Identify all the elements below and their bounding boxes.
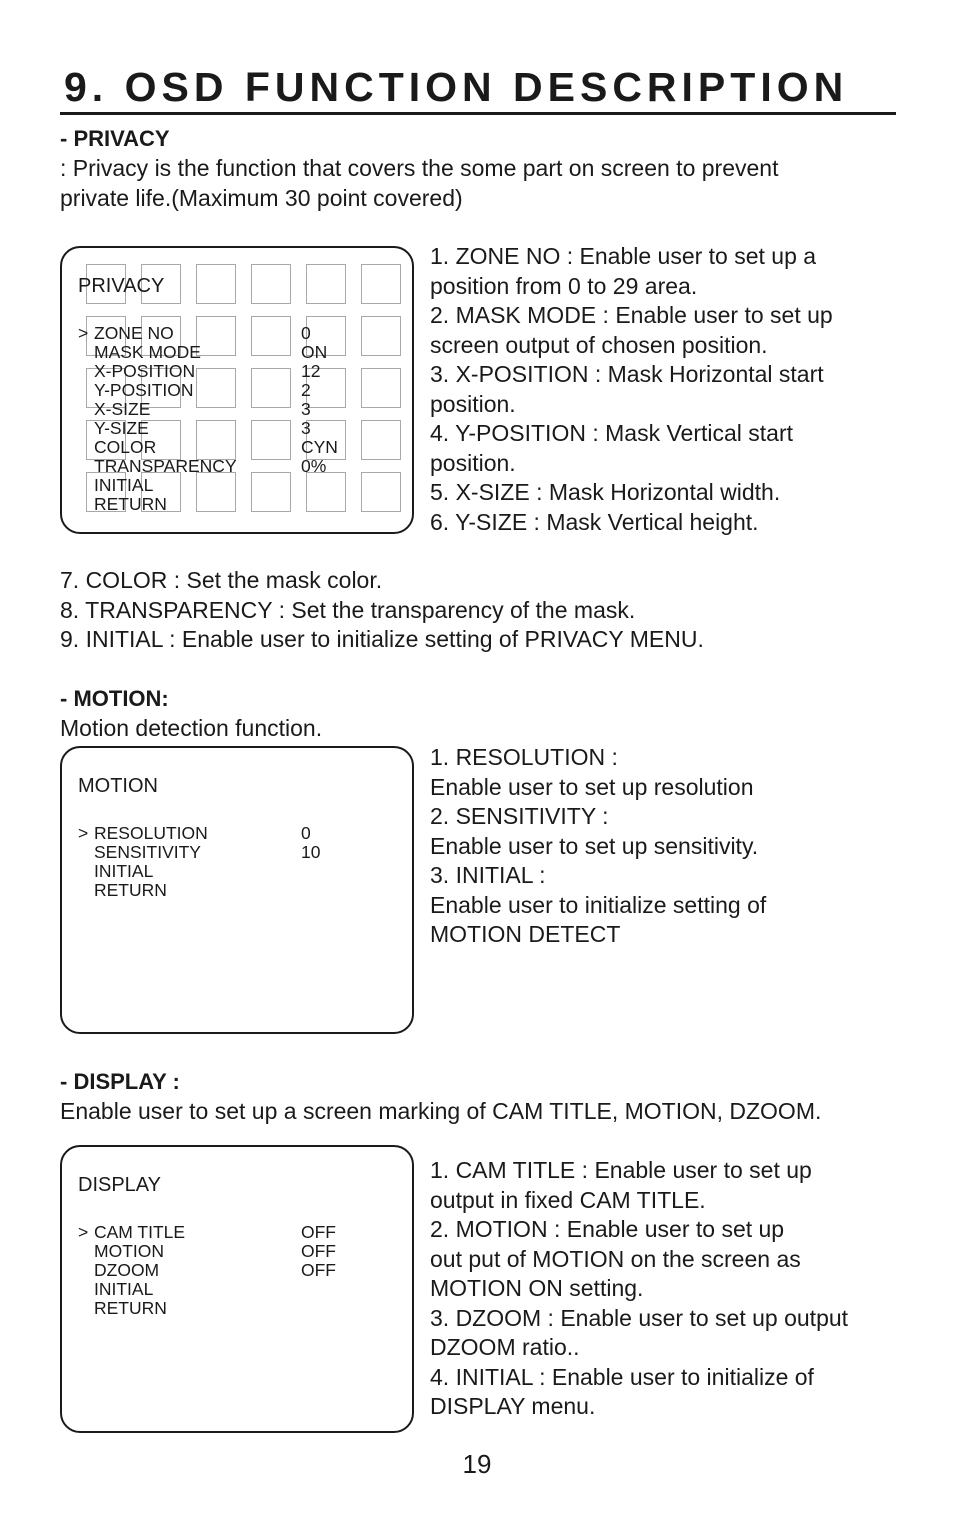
privacy-intro-line: : Privacy is the function that covers the some part on screen to prevent	[60, 155, 779, 181]
menu-item-label: Y-POSITION	[94, 380, 194, 400]
privacy-descriptions	[430, 242, 900, 537]
menu-item-label: INITIAL	[94, 475, 154, 495]
privacy-description-line: position from 0 to 29 area.	[430, 272, 698, 299]
display-description-line: DZOOM ratio..	[430, 1334, 580, 1360]
display-intro: Enable user to set up a screen marking of CAM TITLE, MOTION, DZOOM.	[60, 1098, 822, 1124]
motion-heading: - MOTION:	[60, 686, 169, 711]
privacy-description-line: 3. X-POSITION : Mask Horizontal start	[430, 361, 824, 387]
display-description-line: output in fixed CAM TITLE.	[430, 1186, 706, 1213]
menu-cursor: >	[78, 323, 89, 343]
page-title: 9. OSD FUNCTION DESCRIPTION	[64, 64, 849, 110]
display-description-line: 4. INITIAL : Enable user to initialize of	[430, 1363, 814, 1390]
privacy-description-line: position.	[430, 449, 516, 476]
menu-cursor: >	[78, 823, 89, 843]
title-divider	[60, 112, 896, 115]
privacy-description-line: 7. COLOR : Set the mask color.	[60, 567, 383, 593]
privacy-menu-item-y-position[interactable]	[78, 381, 398, 400]
menu-item-value: 0%	[301, 456, 327, 476]
menu-item-value: 12	[301, 361, 321, 381]
privacy-menu-item-zone-no[interactable]	[78, 324, 398, 343]
privacy-description-line: 4. Y-POSITION : Mask Vertical start	[430, 420, 794, 446]
menu-item-label: RETURN	[94, 1298, 167, 1318]
zone-cell	[361, 264, 401, 304]
privacy-extra-descriptions	[60, 566, 910, 655]
privacy-description-line: position.	[430, 390, 516, 417]
display-heading: - DISPLAY :	[60, 1069, 180, 1094]
motion-menu-item-return[interactable]	[78, 881, 398, 900]
privacy-description-line: 1. ZONE NO : Enable user to set up a	[430, 243, 817, 269]
menu-item-label: INITIAL	[94, 1279, 154, 1299]
menu-item-label: RETURN	[94, 880, 167, 900]
privacy-description-line: 5. X-SIZE : Mask Horizontal width.	[430, 479, 781, 505]
menu-item-value: 3	[301, 399, 311, 419]
display-menu-item-cam-title[interactable]	[78, 1223, 398, 1242]
menu-item-value: 10	[301, 842, 321, 862]
display-menu-item-motion[interactable]	[78, 1242, 398, 1261]
display-description-line: 3. DZOOM : Enable user to set up output	[430, 1304, 849, 1331]
privacy-menu-item-transparency[interactable]	[78, 457, 398, 476]
privacy-description-line: 2. MASK MODE : Enable user to set up	[430, 302, 833, 328]
privacy-description-line: screen output of chosen position.	[430, 331, 768, 358]
privacy-menu-item-y-size[interactable]	[78, 419, 398, 438]
zone-cell	[306, 264, 346, 304]
zone-cell	[196, 264, 236, 304]
menu-item-value: OFF	[301, 1260, 336, 1280]
motion-osd-screen	[60, 746, 414, 1034]
menu-item-value: 3	[301, 418, 311, 438]
menu-item-label: X-POSITION	[94, 361, 196, 381]
menu-item-label: CAM TITLE	[94, 1222, 186, 1242]
menu-item-label: Y-SIZE	[94, 418, 149, 438]
motion-menu-item-initial[interactable]	[78, 862, 398, 881]
motion-description-line: Enable user to set up resolution	[430, 773, 754, 800]
motion-menu-item-sensitivity[interactable]	[78, 843, 398, 862]
menu-item-value: OFF	[301, 1241, 336, 1261]
privacy-description-line: 8. TRANSPARENCY : Set the transparency of the mask.	[60, 596, 636, 623]
display-menu-item-return[interactable]	[78, 1299, 398, 1318]
menu-item-label: TRANSPARENCY	[94, 456, 237, 476]
privacy-heading: - PRIVACY	[60, 126, 170, 151]
privacy-menu-item-mask-mode[interactable]	[78, 343, 398, 362]
motion-description-line: 1. RESOLUTION :	[430, 744, 618, 770]
display-description-line: out put of MOTION on the screen as	[430, 1245, 801, 1272]
menu-item-value: 0	[301, 323, 311, 343]
motion-intro: Motion detection function.	[60, 715, 323, 741]
display-description-line: DISPLAY menu.	[430, 1393, 596, 1419]
menu-item-label: ZONE NO	[94, 323, 174, 343]
privacy-menu-item-x-size[interactable]	[78, 400, 398, 419]
menu-item-label: SENSITIVITY	[94, 842, 201, 862]
privacy-menu-item-return[interactable]	[78, 495, 398, 514]
motion-menu-title: MOTION	[78, 775, 158, 797]
display-description-line: 2. MOTION : Enable user to set up	[430, 1216, 785, 1242]
menu-item-value: OFF	[301, 1222, 336, 1242]
display-menu-title: DISPLAY	[78, 1174, 161, 1196]
menu-item-label: INITIAL	[94, 861, 154, 881]
motion-description-line: 3. INITIAL :	[430, 862, 546, 888]
menu-item-label: MOTION	[94, 1241, 164, 1261]
menu-item-value: ON	[301, 342, 328, 362]
display-description-line: MOTION ON setting.	[430, 1275, 644, 1301]
privacy-menu-item-initial[interactable]	[78, 476, 398, 495]
motion-description-line: MOTION DETECT	[430, 921, 621, 947]
motion-menu	[78, 824, 398, 900]
display-menu-item-dzoom[interactable]	[78, 1261, 398, 1280]
privacy-menu-item-x-position[interactable]	[78, 362, 398, 381]
menu-item-value: CYN	[301, 437, 338, 457]
privacy-intro-line: private life.(Maximum 30 point covered)	[60, 184, 463, 211]
menu-item-label: COLOR	[94, 437, 157, 457]
privacy-intro	[60, 154, 890, 213]
menu-item-label: RETURN	[94, 494, 167, 514]
motion-menu-item-resolution[interactable]	[78, 824, 398, 843]
display-descriptions	[430, 1156, 900, 1422]
display-description-line: 1. CAM TITLE : Enable user to set up	[430, 1157, 812, 1183]
privacy-menu-item-color[interactable]	[78, 438, 398, 457]
privacy-description-line: 6. Y-SIZE : Mask Vertical height.	[430, 508, 759, 535]
privacy-menu-title: PRIVACY	[78, 275, 165, 297]
motion-description-line: 2. SENSITIVITY :	[430, 803, 609, 829]
display-osd-screen	[60, 1145, 414, 1433]
menu-item-label: MASK MODE	[94, 342, 201, 362]
privacy-description-line: 9. INITIAL : Enable user to initialize setting of PRIVACY MENU.	[60, 626, 704, 652]
motion-description-line: Enable user to initialize setting of	[430, 891, 767, 918]
privacy-menu	[78, 324, 398, 514]
menu-item-label: X-SIZE	[94, 399, 151, 419]
menu-item-label: DZOOM	[94, 1260, 160, 1280]
menu-item-label: RESOLUTION	[94, 823, 208, 843]
privacy-osd-screen	[60, 246, 414, 534]
menu-item-value: 2	[301, 380, 311, 400]
menu-cursor: >	[78, 1222, 89, 1242]
motion-descriptions	[430, 743, 900, 950]
motion-description-line: Enable user to set up sensitivity.	[430, 832, 759, 859]
menu-item-value: 0	[301, 823, 311, 843]
display-menu	[78, 1223, 398, 1318]
page-number: 19	[462, 1449, 492, 1479]
display-menu-item-initial[interactable]	[78, 1280, 398, 1299]
zone-cell	[251, 264, 291, 304]
